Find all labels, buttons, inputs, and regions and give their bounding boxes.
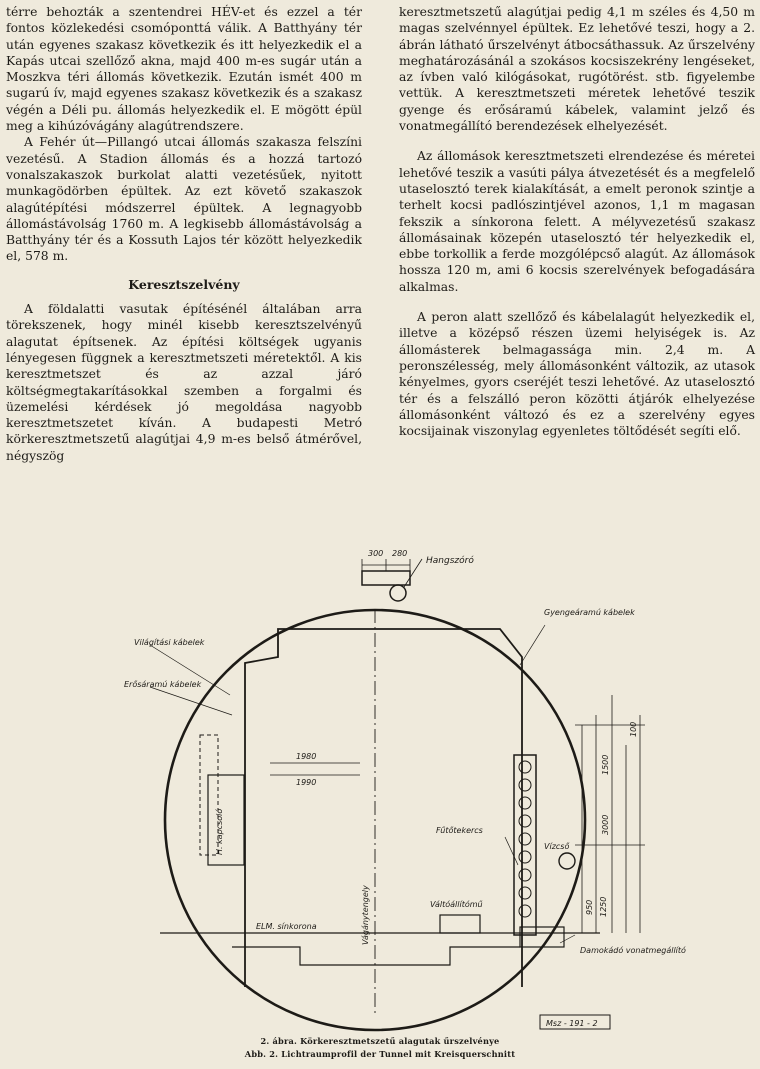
- label-erosaramu: Erősáramú kábelek: [124, 680, 202, 689]
- paragraph: A peron alatt szellőző és kábelalagút helyezkedik el, illetve a középső részen üzemi helyiségek is. Az állomásterek belmagassága min. 2,4 m. A peronszélesség, mely állomásonként változik, az utasok kényelmes, gyors cseréjét teszi lehetővé. Az utaselosztó tér és a felszálló peron közötti átjárók elhelyezése állomásonként változó és ez a szerelvény egyes kocsijainak viszonylag egyenletes töltődését segíti elő.: [399, 310, 755, 439]
- left-column: [6, 4, 362, 464]
- dim-1990: 1990: [296, 778, 317, 787]
- paragraph: keresztmetszetű alagútjai pedig 4,1 m széles és 4,50 m magas szelvénnyel épültek. Ez lehetővé teszi, hogy a 2. ábrán látható űrszelvényt átbocsáthassuk. Az űrszelvény meghatározásánál a szokásos kocsiszekrény lengéseket, az ívben való kilógásokat, rugótörést. stb. figyelembe vettük. A keresztmetszeti méretek lehetővé teszik gyenge és erősáramú kábelek, valamint jelző és vonatmegállító berendezések elhelyezését.: [399, 5, 755, 134]
- tunnel-cross-section-figure: [0, 545, 760, 1033]
- water-pipe-icon: [559, 853, 575, 869]
- label-elm: ELM. sínkorona: [256, 922, 317, 931]
- label-ref: Msz - 191 - 2: [546, 1019, 598, 1028]
- track-bed: [232, 947, 520, 965]
- paragraph: A Fehér út—Pillangó utcai állomás szakasza felszíni vezetésű. A Stadion állomás és a hozzá tartozó vonalszakaszok burkolat alatti vezetésűek, nyitott munkagödörben épültek. Az ezt követő szakaszok alagútépítési módszerrel épültek. A legnagyobb állomástávolság 1760 m. A legkisebb állomástávolság a Batthyány tér és a Kossuth Lajos tér között helyezkedik el, 578 m.: [6, 135, 362, 264]
- speaker-icon: [390, 585, 406, 601]
- label-vagany: Vágánytengely: [361, 885, 370, 945]
- label-valtoallito: Váltóállítómű: [430, 900, 483, 909]
- paragraph: térre behozták a szentendrei HÉV-et és ezzel a tér fontos közlekedési csomóponttá válik. A Batthyány tér után egyenes szakasz következik és itt helyezkedik el a Kapás utcai szellőző akna, majd 400 m-es sugár után a Moszkva téri állomás következik. Ezután ismét 400 m sugarú ív, majd egyenes szakasz következik és a szakasz végén a Déli pu. állomás helyezkedik el. E mögött épül meg a kihúzóvágány alagútrendszere.: [6, 5, 362, 134]
- label-futotekercs: Fűtőtekercs: [436, 826, 483, 835]
- right-column: [399, 4, 755, 439]
- dim-950: 950: [585, 899, 594, 915]
- dim-1500: 1500: [601, 754, 610, 775]
- label-h-kapcsolo: H. kapcsoló: [215, 808, 224, 855]
- figure-caption-de: Abb. 2. Lichtraumprofil der Tunnel mit Kreisquerschnitt: [244, 1049, 516, 1059]
- h-switch-box: [208, 775, 244, 865]
- paragraph: A földalatti vasutak építésénél általában arra törekszenek, hogy minél kisebb keresztszelvényű alagutat építsenek. Az építési költségek ugyanis lényegesen függnek a keresztmetszeti méretektől. A kis keresztmetszet és az azzal járó költségmegtakarításokkal szemben a forgalmi és üzemelési kérdések jó megoldása nagyobb keresztmetszetet kíván. A budapesti Metró körkeresztmetszetű alagútjai 4,9 m-es belső átmérővel, négyszög: [6, 302, 362, 463]
- label-damokado: Damokádó vonatmegállító: [580, 946, 686, 955]
- dim-1980: 1980: [296, 752, 317, 761]
- dim-1250: 1250: [599, 896, 608, 917]
- dim-300: 300: [368, 549, 384, 558]
- switch-machine: [440, 915, 480, 933]
- tunnel-drawing: [0, 545, 760, 1033]
- figure-caption-hu: 2. ábra. Körkeresztmetszetű alagutak űrszelvénye: [260, 1036, 500, 1046]
- label-hangszoro: Hangszóró: [426, 556, 474, 566]
- label-gyengearamu: Gyengeáramú kábelek: [544, 608, 635, 617]
- dim-100: 100: [629, 721, 638, 737]
- dim-3000: 3000: [601, 814, 610, 835]
- speaker-box: [362, 571, 410, 585]
- label-vizcso: Vízcső: [544, 842, 570, 851]
- paragraph: Az állomások keresztmetszeti elrendezése és méretei lehetővé teszik a vasúti pálya átvezetését és a megfelelő utaselosztó terek kialakítását, a emelt peronok szintje a terhelt kocsi padlószintjével azonos, 1,1 m magasan fekszik a sínkorona felett. A mélyvezetésű szakasz állomásainak közepén utaselosztó tér helyezkedik el, ebbe torkollik a ferde mozgólépcső alagút. Az állomások hossza 120 m, ami 6 kocsis szerelvények befogadására alkalmas.: [399, 149, 755, 294]
- section-heading: Keresztszelvény: [128, 276, 240, 292]
- label-vilagitasi: Világítási kábelek: [134, 638, 205, 647]
- dim-280: 280: [392, 549, 408, 558]
- train-stop-device: [520, 927, 564, 947]
